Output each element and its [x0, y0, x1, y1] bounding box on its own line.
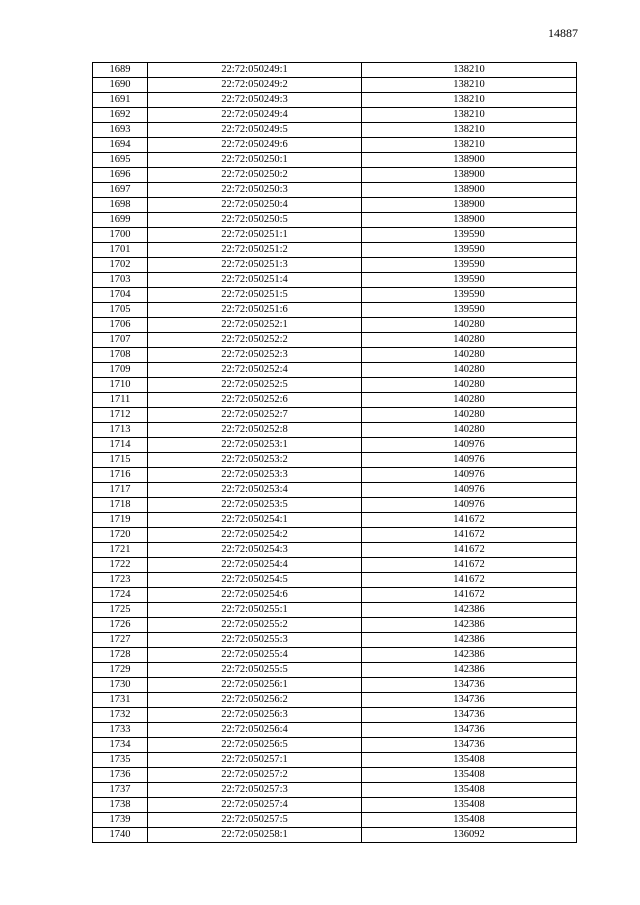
- cadastral-number-cell: 22:72:050251:2: [148, 243, 362, 258]
- cadastral-number-cell: 22:72:050250:5: [148, 213, 362, 228]
- cadastral-number-cell: 22:72:050256:5: [148, 738, 362, 753]
- table-row: [93, 513, 577, 528]
- value-cell: 140976: [362, 468, 577, 483]
- table-row: [93, 468, 577, 483]
- cadastral-number-cell: 22:72:050252:7: [148, 408, 362, 423]
- cadastral-number-cell: 22:72:050249:5: [148, 123, 362, 138]
- row-number-cell: 1726: [93, 618, 148, 633]
- row-number-cell: 1704: [93, 288, 148, 303]
- value-cell: 134736: [362, 693, 577, 708]
- cadastral-number-cell: 22:72:050255:3: [148, 633, 362, 648]
- table-row: [93, 498, 577, 513]
- table-row: [93, 438, 577, 453]
- cadastral-number-cell: 22:72:050255:2: [148, 618, 362, 633]
- cadastral-number-cell: 22:72:050252:4: [148, 363, 362, 378]
- cadastral-number-cell: 22:72:050254:5: [148, 573, 362, 588]
- cadastral-number-cell: 22:72:050252:3: [148, 348, 362, 363]
- value-cell: 138210: [362, 108, 577, 123]
- cadastral-number-cell: 22:72:050250:1: [148, 153, 362, 168]
- value-cell: 141672: [362, 558, 577, 573]
- cadastral-number-cell: 22:72:050257:1: [148, 753, 362, 768]
- value-cell: 140280: [362, 423, 577, 438]
- cadastral-number-cell: 22:72:050252:8: [148, 423, 362, 438]
- cadastral-number-cell: 22:72:050257:2: [148, 768, 362, 783]
- table-row: [93, 63, 577, 78]
- table-row: [93, 633, 577, 648]
- row-number-cell: 1720: [93, 528, 148, 543]
- value-cell: 140280: [362, 318, 577, 333]
- table-row: [93, 783, 577, 798]
- table-row: [93, 288, 577, 303]
- value-cell: 134736: [362, 723, 577, 738]
- value-cell: 134736: [362, 708, 577, 723]
- row-number-cell: 1740: [93, 828, 148, 843]
- value-cell: 140976: [362, 483, 577, 498]
- value-cell: 141672: [362, 573, 577, 588]
- value-cell: 138210: [362, 93, 577, 108]
- table-row: [93, 258, 577, 273]
- row-number-cell: 1723: [93, 573, 148, 588]
- table-row: [93, 423, 577, 438]
- cadastral-number-cell: 22:72:050253:3: [148, 468, 362, 483]
- value-cell: 142386: [362, 633, 577, 648]
- table-row: [93, 393, 577, 408]
- value-cell: 141672: [362, 528, 577, 543]
- row-number-cell: 1710: [93, 378, 148, 393]
- row-number-cell: 1702: [93, 258, 148, 273]
- value-cell: 138210: [362, 138, 577, 153]
- row-number-cell: 1731: [93, 693, 148, 708]
- table-row: [93, 723, 577, 738]
- table-row: [93, 333, 577, 348]
- table-row: [93, 678, 577, 693]
- table-row: [93, 618, 577, 633]
- table-row: [93, 363, 577, 378]
- cadastral-number-cell: 22:72:050251:6: [148, 303, 362, 318]
- cadastral-number-cell: 22:72:050252:5: [148, 378, 362, 393]
- table-row: [93, 123, 577, 138]
- row-number-cell: 1697: [93, 183, 148, 198]
- cadastral-number-cell: 22:72:050252:2: [148, 333, 362, 348]
- cadastral-number-cell: 22:72:050254:4: [148, 558, 362, 573]
- value-cell: 134736: [362, 678, 577, 693]
- table-row: [93, 543, 577, 558]
- row-number-cell: 1714: [93, 438, 148, 453]
- value-cell: 135408: [362, 813, 577, 828]
- value-cell: 142386: [362, 618, 577, 633]
- table-row: [93, 528, 577, 543]
- row-number-cell: 1712: [93, 408, 148, 423]
- table-row: [93, 558, 577, 573]
- row-number-cell: 1724: [93, 588, 148, 603]
- table-row: [93, 648, 577, 663]
- table-row: [93, 78, 577, 93]
- row-number-cell: 1690: [93, 78, 148, 93]
- cadastral-number-cell: 22:72:050256:1: [148, 678, 362, 693]
- table-row: [93, 738, 577, 753]
- row-number-cell: 1716: [93, 468, 148, 483]
- row-number-cell: 1692: [93, 108, 148, 123]
- cadastral-number-cell: 22:72:050255:1: [148, 603, 362, 618]
- row-number-cell: 1711: [93, 393, 148, 408]
- cadastral-number-cell: 22:72:050254:6: [148, 588, 362, 603]
- row-number-cell: 1736: [93, 768, 148, 783]
- row-number-cell: 1718: [93, 498, 148, 513]
- cadastral-number-cell: 22:72:050256:4: [148, 723, 362, 738]
- page-number: 14887: [548, 26, 578, 40]
- cadastral-number-cell: 22:72:050254:3: [148, 543, 362, 558]
- table-row: [93, 318, 577, 333]
- table-row: [93, 348, 577, 363]
- table-row: [93, 378, 577, 393]
- cadastral-number-cell: 22:72:050250:2: [148, 168, 362, 183]
- cadastral-number-cell: 22:72:050249:4: [148, 108, 362, 123]
- row-number-cell: 1727: [93, 633, 148, 648]
- table-row: [93, 153, 577, 168]
- row-number-cell: 1701: [93, 243, 148, 258]
- row-number-cell: 1728: [93, 648, 148, 663]
- row-number-cell: 1719: [93, 513, 148, 528]
- value-cell: 142386: [362, 648, 577, 663]
- value-cell: 138900: [362, 198, 577, 213]
- value-cell: 139590: [362, 273, 577, 288]
- value-cell: 138900: [362, 168, 577, 183]
- cadastral-number-cell: 22:72:050253:1: [148, 438, 362, 453]
- cadastral-number-cell: 22:72:050254:2: [148, 528, 362, 543]
- cadastral-number-cell: 22:72:050252:6: [148, 393, 362, 408]
- value-cell: 138900: [362, 213, 577, 228]
- value-cell: 142386: [362, 663, 577, 678]
- row-number-cell: 1738: [93, 798, 148, 813]
- value-cell: 135408: [362, 783, 577, 798]
- row-number-cell: 1693: [93, 123, 148, 138]
- value-cell: 135408: [362, 753, 577, 768]
- value-cell: 135408: [362, 768, 577, 783]
- cadastral-number-cell: 22:72:050253:2: [148, 453, 362, 468]
- table-row: [93, 168, 577, 183]
- table-row: [93, 708, 577, 723]
- table-row: [93, 213, 577, 228]
- table-row: [93, 588, 577, 603]
- row-number-cell: 1700: [93, 228, 148, 243]
- table-row: [93, 453, 577, 468]
- table-row: [93, 663, 577, 678]
- value-cell: 142386: [362, 603, 577, 618]
- table-row: [93, 243, 577, 258]
- cadastral-number-cell: 22:72:050255:5: [148, 663, 362, 678]
- row-number-cell: 1695: [93, 153, 148, 168]
- table-row: [93, 303, 577, 318]
- value-cell: 135408: [362, 798, 577, 813]
- row-number-cell: 1722: [93, 558, 148, 573]
- table-row: [93, 273, 577, 288]
- row-number-cell: 1705: [93, 303, 148, 318]
- row-number-cell: 1706: [93, 318, 148, 333]
- value-cell: 139590: [362, 303, 577, 318]
- table-row: [93, 813, 577, 828]
- cadastral-number-cell: 22:72:050253:5: [148, 498, 362, 513]
- table-row: [93, 753, 577, 768]
- cadastral-number-cell: 22:72:050250:4: [148, 198, 362, 213]
- row-number-cell: 1729: [93, 663, 148, 678]
- value-cell: 140280: [362, 393, 577, 408]
- row-number-cell: 1732: [93, 708, 148, 723]
- table-row: [93, 828, 577, 843]
- cadastral-number-cell: 22:72:050251:5: [148, 288, 362, 303]
- row-number-cell: 1696: [93, 168, 148, 183]
- value-cell: 141672: [362, 588, 577, 603]
- value-cell: 136092: [362, 828, 577, 843]
- value-cell: 140280: [362, 363, 577, 378]
- row-number-cell: 1694: [93, 138, 148, 153]
- cadastral-number-cell: 22:72:050250:3: [148, 183, 362, 198]
- table-row: [93, 138, 577, 153]
- cadastral-number-cell: 22:72:050251:1: [148, 228, 362, 243]
- table-row: [93, 603, 577, 618]
- row-number-cell: 1730: [93, 678, 148, 693]
- cadastral-number-cell: 22:72:050256:3: [148, 708, 362, 723]
- cadastral-number-cell: 22:72:050251:3: [148, 258, 362, 273]
- value-cell: 140280: [362, 378, 577, 393]
- cadastral-number-cell: 22:72:050252:1: [148, 318, 362, 333]
- row-number-cell: 1698: [93, 198, 148, 213]
- row-number-cell: 1735: [93, 753, 148, 768]
- table-row: [93, 573, 577, 588]
- row-number-cell: 1703: [93, 273, 148, 288]
- table-row: [93, 408, 577, 423]
- row-number-cell: 1707: [93, 333, 148, 348]
- table-row: [93, 183, 577, 198]
- row-number-cell: 1713: [93, 423, 148, 438]
- row-number-cell: 1717: [93, 483, 148, 498]
- table-row: [93, 93, 577, 108]
- cadastral-number-cell: 22:72:050256:2: [148, 693, 362, 708]
- value-cell: 140280: [362, 333, 577, 348]
- table-body: [93, 63, 577, 843]
- row-number-cell: 1733: [93, 723, 148, 738]
- row-number-cell: 1739: [93, 813, 148, 828]
- table-row: [93, 693, 577, 708]
- row-number-cell: 1708: [93, 348, 148, 363]
- table-row: [93, 228, 577, 243]
- row-number-cell: 1721: [93, 543, 148, 558]
- row-number-cell: 1691: [93, 93, 148, 108]
- cadastral-number-cell: 22:72:050257:5: [148, 813, 362, 828]
- cadastral-number-cell: 22:72:050258:1: [148, 828, 362, 843]
- value-cell: 140280: [362, 408, 577, 423]
- cadastral-number-cell: 22:72:050253:4: [148, 483, 362, 498]
- value-cell: 140976: [362, 438, 577, 453]
- cadastral-number-cell: 22:72:050249:1: [148, 63, 362, 78]
- cadastral-number-cell: 22:72:050255:4: [148, 648, 362, 663]
- cadastral-number-cell: 22:72:050257:3: [148, 783, 362, 798]
- value-cell: 138900: [362, 183, 577, 198]
- row-number-cell: 1715: [93, 453, 148, 468]
- table-row: [93, 198, 577, 213]
- value-cell: 139590: [362, 228, 577, 243]
- value-cell: 138210: [362, 63, 577, 78]
- value-cell: 139590: [362, 243, 577, 258]
- value-cell: 138210: [362, 123, 577, 138]
- value-cell: 140976: [362, 453, 577, 468]
- table-row: [93, 108, 577, 123]
- row-number-cell: 1699: [93, 213, 148, 228]
- row-number-cell: 1725: [93, 603, 148, 618]
- cadastral-number-cell: 22:72:050249:6: [148, 138, 362, 153]
- cadastral-number-cell: 22:72:050249:2: [148, 78, 362, 93]
- parcel-table: [92, 62, 577, 843]
- cadastral-number-cell: 22:72:050251:4: [148, 273, 362, 288]
- value-cell: 134736: [362, 738, 577, 753]
- row-number-cell: 1709: [93, 363, 148, 378]
- row-number-cell: 1689: [93, 63, 148, 78]
- table-row: [93, 798, 577, 813]
- value-cell: 140976: [362, 498, 577, 513]
- value-cell: 138900: [362, 153, 577, 168]
- value-cell: 141672: [362, 513, 577, 528]
- cadastral-number-cell: 22:72:050257:4: [148, 798, 362, 813]
- table-row: [93, 768, 577, 783]
- value-cell: 139590: [362, 288, 577, 303]
- value-cell: 139590: [362, 258, 577, 273]
- row-number-cell: 1734: [93, 738, 148, 753]
- cadastral-number-cell: 22:72:050254:1: [148, 513, 362, 528]
- value-cell: 138210: [362, 78, 577, 93]
- row-number-cell: 1737: [93, 783, 148, 798]
- value-cell: 141672: [362, 543, 577, 558]
- value-cell: 140280: [362, 348, 577, 363]
- cadastral-number-cell: 22:72:050249:3: [148, 93, 362, 108]
- table-row: [93, 483, 577, 498]
